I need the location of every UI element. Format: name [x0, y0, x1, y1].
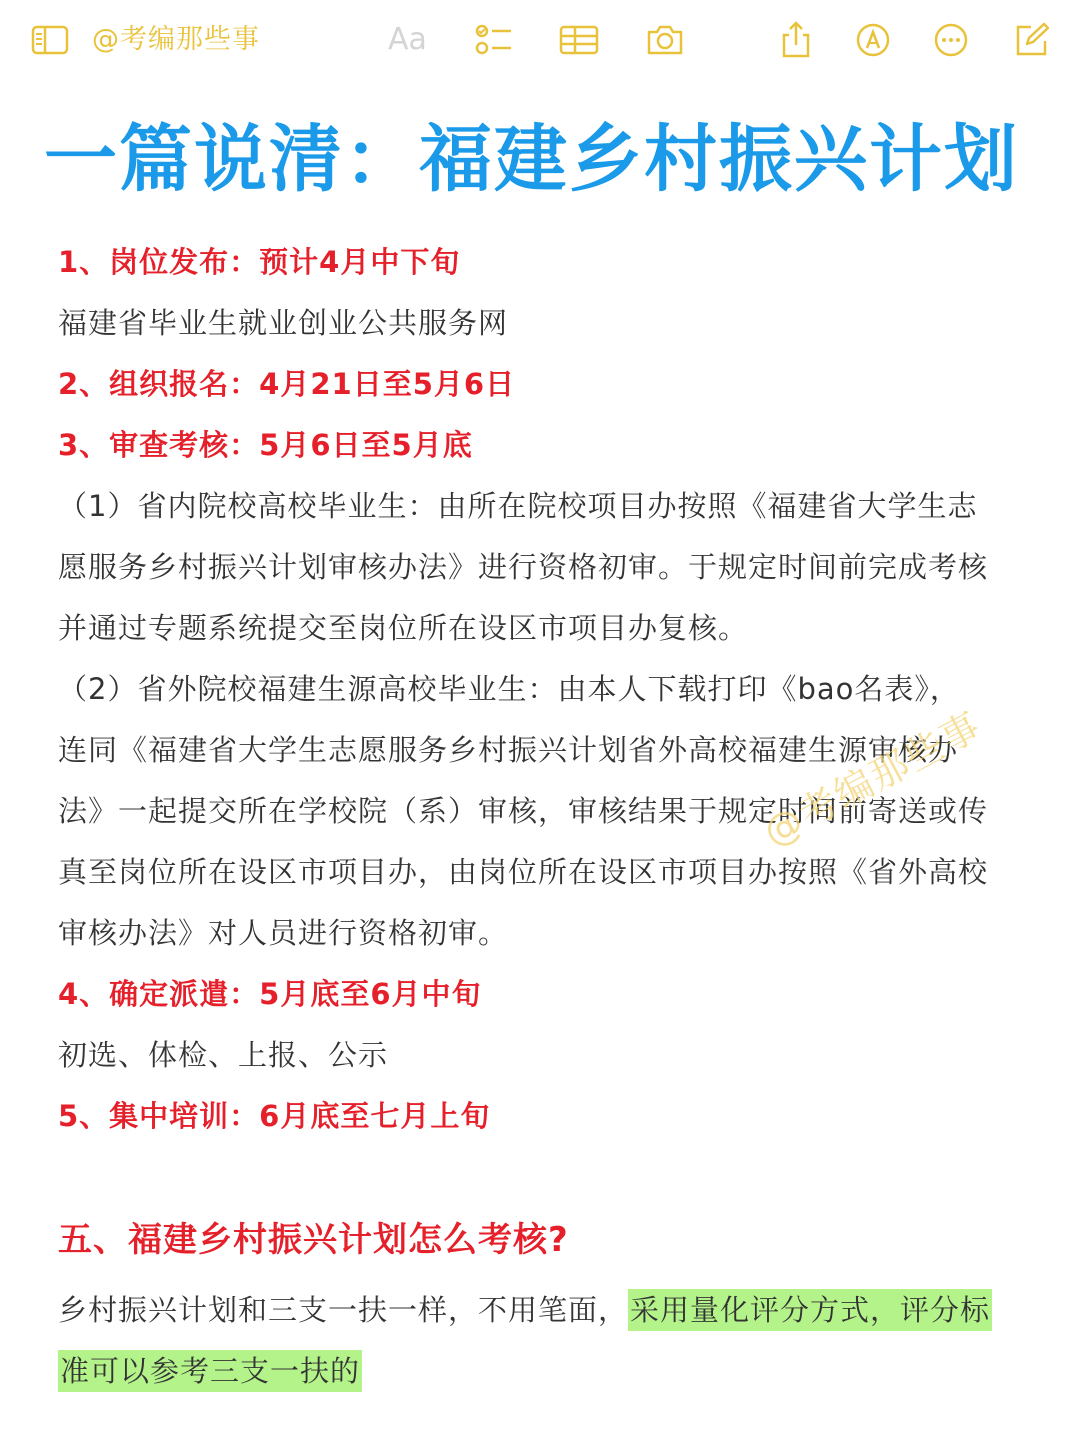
share-icon[interactable] — [778, 20, 814, 60]
step-3-para-2-line-1: （2）省外院校福建生源高校毕业生：由本人下载打印《bao名表》， — [58, 672, 960, 706]
note-title: 一篇说清：福建乡村振兴计划 — [44, 117, 1019, 202]
step-3-para-1-line-3: 并通过专题系统提交至岗位所在设区市项目办复核。 — [58, 611, 749, 645]
assessment-plain-text: 乡村振兴计划和三支一扶一样，不用笔面， — [58, 1293, 629, 1327]
highlighted-text: 采用量化评分方式，评分标 — [628, 1289, 992, 1331]
compose-icon[interactable] — [1012, 20, 1050, 60]
step-4-detail: 初选、体检、上报、公示 — [58, 1038, 389, 1072]
sidebar-icon[interactable] — [30, 20, 70, 60]
more-icon[interactable] — [932, 20, 970, 60]
table-icon[interactable] — [558, 20, 600, 60]
notes-toolbar — [0, 0, 1080, 80]
step-3-para-1-line-2: 愿服务乡村振兴计划审核办法》进行资格初审。于规定时间前完成考核 — [58, 550, 989, 584]
step-3-para-2-line-3: 法》一起提交所在学校院（系）审核，审核结果于规定时间前寄送或传 — [58, 794, 989, 828]
assessment-para-line-1 — [58, 1290, 992, 1330]
camera-icon[interactable] — [644, 20, 686, 60]
checklist-icon[interactable] — [474, 20, 514, 60]
highlighted-text: 准可以参考三支一扶的 — [58, 1350, 362, 1392]
account-handle: @考编那些事 — [92, 24, 260, 55]
text-format-button[interactable]: Aa — [388, 22, 427, 57]
watermark: @考编那些事 — [756, 703, 989, 855]
step-2-heading: 2、组织报名：4月21日至5月6日 — [58, 367, 516, 401]
section-heading: 五、福建乡村振兴计划怎么考核? — [58, 1220, 569, 1260]
step-3-heading: 3、审查考核：5月6日至5月底 — [58, 428, 473, 462]
step-1-heading: 1、岗位发布：预计4月中下旬 — [58, 245, 461, 279]
step-3-para-2-line-4: 真至岗位所在设区市项目办，由岗位所在设区市项目办按照《省外高校 — [58, 855, 989, 889]
step-3-para-2-line-2: 连同《福建省大学生志愿服务乡村振兴计划省外高校福建生源审核办 — [58, 733, 959, 767]
step-1-detail: 福建省毕业生就业创业公共服务网 — [58, 306, 509, 340]
step-3-para-2-line-5: 审核办法》对人员进行资格初审。 — [58, 916, 509, 950]
step-3-para-1-line-1: （1）省内院校高校毕业生：由所在院校项目办按照《福建省大学生志 — [58, 489, 978, 523]
markup-icon[interactable] — [854, 20, 892, 60]
step-4-heading: 4、确定派遣：5月底至6月中旬 — [58, 977, 482, 1011]
step-5-heading: 5、集中培训：6月底至七月上旬 — [58, 1099, 491, 1133]
assessment-para-line-2 — [58, 1351, 362, 1391]
